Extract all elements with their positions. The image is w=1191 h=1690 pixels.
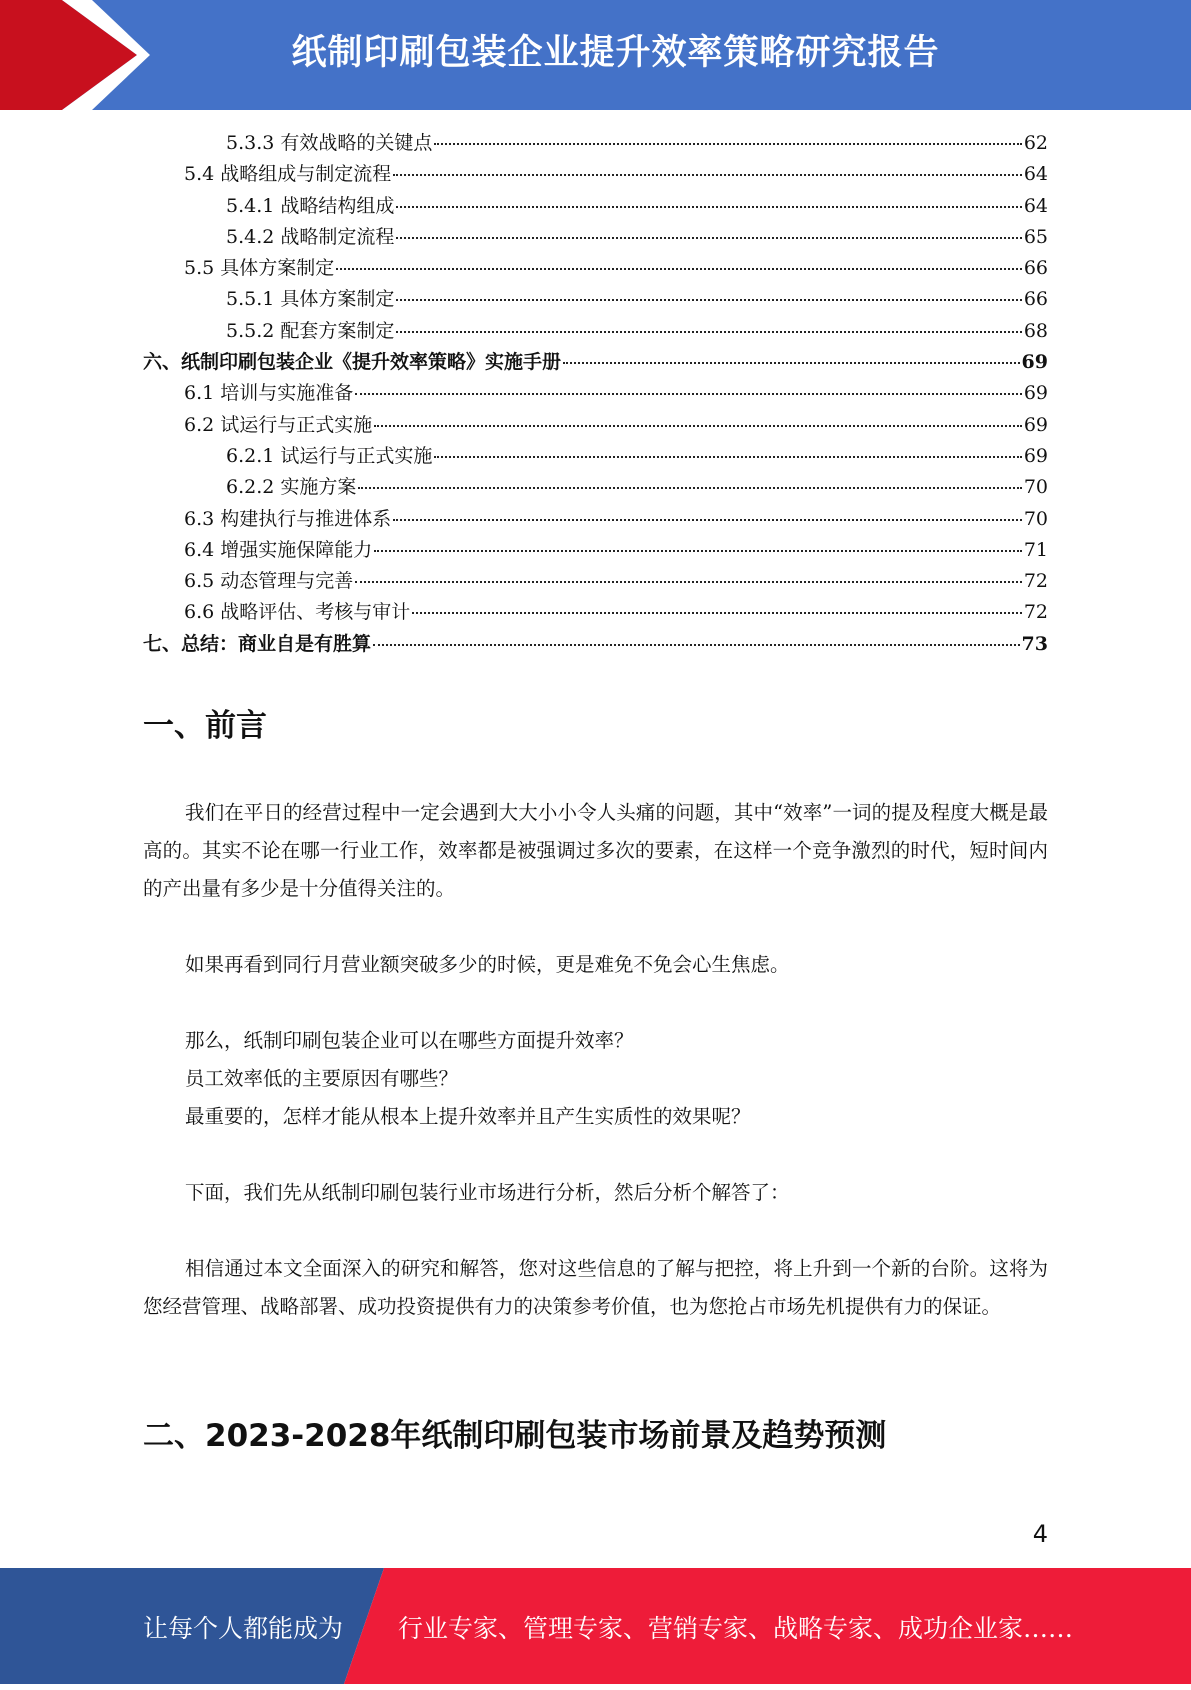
- toc-entry-label: 6.3 构建执行与推进体系: [184, 507, 392, 530]
- toc-leader-dots: [373, 644, 1020, 646]
- toc-entry-page: 62: [1023, 132, 1048, 154]
- toc-entry-label: 6.1 培训与实施准备: [184, 382, 354, 405]
- toc-leader-dots: [374, 425, 1022, 427]
- toc-entry[interactable]: [143, 128, 1048, 159]
- toc-leader-dots: [355, 581, 1022, 583]
- toc-entry-page: 64: [1023, 194, 1048, 217]
- toc-entry-page: 70: [1023, 476, 1048, 499]
- paragraph: 相信通过本文全面深入的研究和解答，您对这些信息的了解与把控，将上升到一个新的台阶。这将为您经营管理、战略部署、成功投资提供有力的决策参考价值，也为您抢占市场先机提供有力的保证。: [143, 1257, 1048, 1318]
- toc-entry[interactable]: [143, 347, 1048, 378]
- header-banner: [0, 0, 1191, 110]
- toc-entry-page: 68: [1023, 319, 1048, 342]
- toc-leader-dots: [396, 331, 1021, 333]
- toc-entry-label: 5.3.3 有效战略的关键点: [226, 132, 433, 154]
- report-title: 纸制印刷包装企业提升效率策略研究报告: [291, 33, 940, 73]
- toc-entry-label: 5.4.2 战略制定流程: [226, 225, 395, 248]
- toc-entry-label: 6.5 动态管理与完善: [184, 570, 354, 593]
- toc-leader-dots: [336, 268, 1022, 270]
- paragraph: 我们在平日的经营过程中一定会遇到大大小小令人头痛的问题，其中“效率”一词的提及程度大概是最高的。其实不论在哪一行业工作，效率都是被强调过多次的要素，在这样一个竞争激烈的时代，短时间内的产出量有多少是十分值得关注的。: [143, 801, 1048, 900]
- toc-leader-dots: [434, 456, 1021, 458]
- toc-entry-page: 72: [1023, 570, 1048, 593]
- toc-entry[interactable]: [143, 191, 1048, 222]
- toc-leader-dots: [434, 143, 1021, 145]
- toc-entry[interactable]: [143, 284, 1048, 315]
- toc-entry[interactable]: [143, 566, 1048, 597]
- toc-entry[interactable]: [143, 222, 1048, 253]
- toc-entry-page: 72: [1023, 601, 1048, 624]
- toc-entry-label: 5.4.1 战略结构组成: [226, 194, 395, 217]
- toc-entry-page: 69: [1023, 413, 1048, 436]
- toc-entry-label: 七、总结：商业自是有胜算: [143, 632, 372, 655]
- section-heading-market-forecast: 二、2023-2028年纸制印刷包装市场前景及趋势预测: [143, 1418, 887, 1454]
- toc-entry[interactable]: [143, 535, 1048, 566]
- toc-entry[interactable]: [143, 316, 1048, 347]
- toc-entry-label: 6.2.2 实施方案: [226, 476, 357, 499]
- page-number: 4: [1032, 1520, 1048, 1548]
- toc-leader-dots: [393, 519, 1022, 521]
- toc-leader-dots: [396, 206, 1021, 208]
- toc-entry-label: 5.5.1 具体方案制定: [226, 288, 395, 311]
- footer-slogan-right: 行业专家、管理专家、营销专家、战略专家、成功企业家……: [398, 1614, 1074, 1643]
- toc-entry[interactable]: [143, 597, 1048, 628]
- toc-entry[interactable]: [143, 410, 1048, 441]
- section-heading-preface: 一、前言: [143, 708, 267, 744]
- toc-leader-dots: [355, 393, 1022, 395]
- toc-entry-label: 5.5 具体方案制定: [184, 257, 335, 280]
- toc-entry-label: 6.4 增强实施保障能力: [184, 538, 373, 561]
- red-chevron-logo: [0, 0, 160, 110]
- toc-entry[interactable]: [143, 629, 1048, 660]
- toc-leader-dots: [396, 237, 1021, 239]
- toc-entry-label: 5.4 战略组成与制定流程: [184, 163, 392, 186]
- toc-leader-dots: [393, 174, 1022, 176]
- toc-entry-page: 69: [1021, 351, 1048, 374]
- toc-entry-page: 66: [1023, 257, 1048, 280]
- toc-entry[interactable]: [143, 504, 1048, 535]
- toc-entry-label: 六、纸制印刷包装企业《提升效率策略》实施手册: [143, 351, 562, 374]
- toc-entry-page: 64: [1023, 163, 1048, 186]
- toc-entry-page: 66: [1023, 288, 1048, 311]
- toc-entry-page: 70: [1023, 507, 1048, 530]
- toc-entry-page: 73: [1021, 632, 1048, 655]
- paragraph: 下面，我们先从纸制印刷包装行业市场进行分析，然后分析个解答了：: [185, 1181, 790, 1204]
- toc-entry-label: 6.2.1 试运行与正式实施: [226, 444, 433, 467]
- question-line: 那么，纸制印刷包装企业可以在哪些方面提升效率？: [185, 1029, 634, 1052]
- table-of-contents: [143, 128, 1048, 660]
- toc-entry[interactable]: [143, 253, 1048, 284]
- footer-slogan-left: 让每个人都能成为: [143, 1614, 344, 1643]
- paragraph: 如果再看到同行月营业额突破多少的时候，更是难免不免会心生焦虑。: [185, 953, 790, 976]
- toc-entry-label: 6.6 战略评估、考核与审计: [184, 601, 411, 624]
- question-line: 最重要的，怎样才能从根本上提升效率并且产生实质性的效果呢？: [185, 1105, 751, 1128]
- toc-leader-dots: [396, 299, 1021, 301]
- toc-entry-page: 69: [1023, 382, 1048, 405]
- toc-leader-dots: [374, 550, 1022, 552]
- toc-leader-dots: [412, 612, 1022, 614]
- toc-entry-page: 69: [1023, 444, 1048, 467]
- toc-entry[interactable]: [143, 472, 1048, 503]
- toc-leader-dots: [358, 487, 1021, 489]
- toc-leader-dots: [563, 362, 1020, 364]
- toc-entry[interactable]: [143, 159, 1048, 190]
- toc-entry-label: 5.5.2 配套方案制定: [226, 319, 395, 342]
- toc-entry-label: 6.2 试运行与正式实施: [184, 413, 373, 436]
- toc-entry[interactable]: [143, 378, 1048, 409]
- toc-entry-page: 65: [1023, 225, 1048, 248]
- footer-banner: [0, 1568, 1191, 1684]
- question-line: 员工效率低的主要原因有哪些？: [185, 1067, 459, 1090]
- toc-entry-page: 71: [1023, 538, 1048, 561]
- toc-entry[interactable]: [143, 441, 1048, 472]
